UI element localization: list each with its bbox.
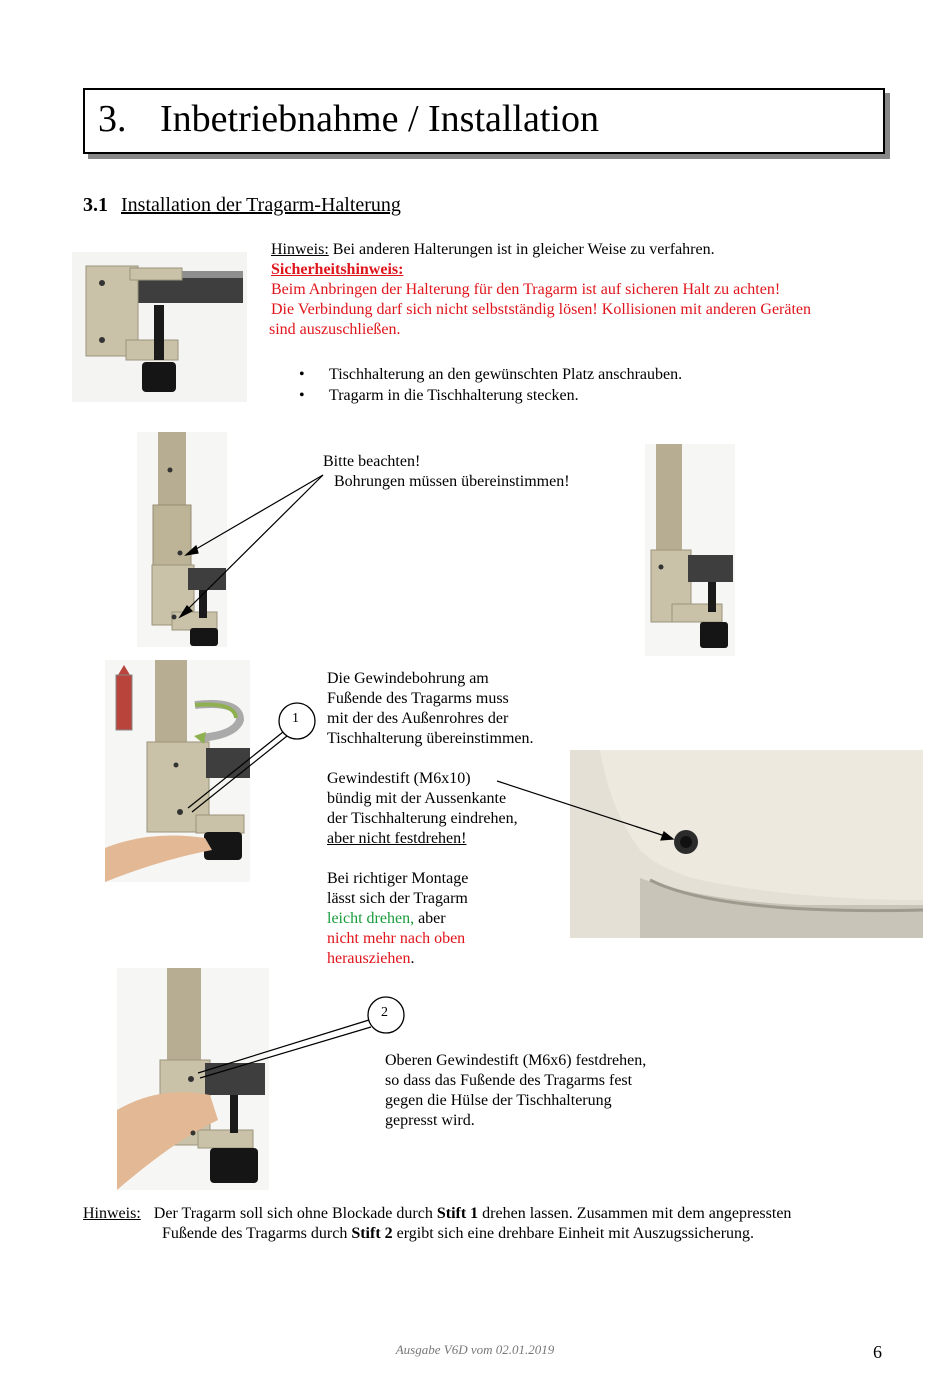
- setscrew-2-image: [117, 968, 269, 1190]
- final-hint: [83, 1204, 791, 1244]
- setscrew-note-line: Gewindestift (M6x10): [327, 770, 471, 787]
- arm-assembled-image: [645, 444, 735, 656]
- steps-list: [299, 365, 682, 406]
- step-item: • Tragarm in die Tischhalterung stecken.: [299, 387, 579, 404]
- safety-line-2: Die Verbindung darf sich nicht selbstständig lösen! Kollisionen mit anderen Geräten: [271, 301, 812, 318]
- page-number: 6: [873, 1342, 882, 1362]
- final-hint-text: Der Tragarm soll sich ohne Blockade durch: [153, 1205, 437, 1222]
- thread-note: [327, 669, 534, 749]
- holes-note: [323, 452, 570, 492]
- safety-line-1: Beim Anbringen der Halterung für den Tragarm ist auf sicheren Halt zu achten!: [271, 281, 781, 298]
- holes-note-line-2: Bohrungen müssen übereinstimmen!: [334, 473, 570, 490]
- footer-edition: Ausgabe V6D vom 02.01.2019: [395, 1342, 555, 1357]
- setscrew-note-line: bündig mit der Aussenkante: [327, 790, 507, 807]
- no-pull-out-text: herausziehen: [327, 950, 411, 967]
- correct-mount-note: [327, 869, 468, 969]
- hint-label: Hinweis:: [271, 241, 329, 258]
- chapter-number: 3.: [98, 98, 127, 140]
- setscrew-note: [327, 769, 518, 849]
- section-number: 3.1: [83, 194, 108, 216]
- correct-mount-line-3: [327, 909, 468, 929]
- upper-screw-line: so dass das Fußende des Tragarms fest: [385, 1072, 633, 1089]
- but-text: aber: [414, 910, 446, 927]
- setscrew-note-warning: aber nicht festdrehen!: [327, 830, 467, 847]
- setscrew-closeup-image: [570, 750, 923, 938]
- upper-screw-note: [385, 1051, 646, 1131]
- pin-2-label: Stift 2: [351, 1225, 393, 1242]
- step-text: Tischhalterung an den gewünschten Platz anschrauben.: [329, 366, 683, 383]
- no-pull-out-line-2: [327, 949, 468, 969]
- thread-note-line: Fußende des Tragarms muss: [327, 690, 509, 707]
- final-hint-text: ergibt sich eine drehbare Einheit mit Auszugssicherung.: [392, 1225, 755, 1242]
- final-hint-line-1: [83, 1204, 791, 1224]
- rotate-easily-text: leicht drehen,: [327, 910, 415, 927]
- pin-1-label: Stift 1: [436, 1205, 479, 1222]
- safety-line-3: sind auszuschließen.: [269, 321, 401, 338]
- safety-label: Sicherheitshinweis:: [271, 261, 404, 278]
- step-text: Tragarm in die Tischhalterung stecken.: [329, 387, 579, 404]
- hint-text: Bei anderen Halterungen ist in gleicher Weise zu verfahren.: [328, 241, 715, 258]
- thread-note-line: Die Gewindebohrung am: [327, 670, 489, 687]
- upper-screw-line: Oberen Gewindestift (M6x6) festdrehen,: [385, 1052, 647, 1069]
- final-hint-label: Hinweis:: [83, 1205, 141, 1222]
- marker-2-label: 2: [381, 1005, 388, 1020]
- step-item: • Tischhalterung an den gewünschten Platz anschrauben.: [299, 366, 683, 383]
- no-pull-out-line-1: nicht mehr nach oben: [327, 930, 466, 947]
- chapter-title: Inbetriebnahme / Installation: [160, 98, 599, 140]
- holes-note-line-1: Bitte beachten!: [323, 453, 421, 470]
- upper-screw-line: gegen die Hülse der Tischhalterung: [385, 1092, 612, 1109]
- final-hint-text: Fußende des Tragarms durch: [162, 1225, 352, 1242]
- period: .: [410, 950, 415, 967]
- intro-notes: [271, 240, 811, 340]
- setscrew-1-image: [105, 660, 250, 882]
- final-hint-line-2: [162, 1224, 791, 1244]
- final-hint-text: drehen lassen. Zusammen mit dem angepressten: [478, 1205, 792, 1222]
- section-title: Installation der Tragarm-Halterung: [121, 194, 401, 216]
- setscrew-note-line: der Tischhalterung eindrehen,: [327, 810, 518, 827]
- correct-mount-line-2: lässt sich der Tragarm: [327, 890, 468, 907]
- clamp-image-top: [72, 252, 247, 402]
- hint-line: [271, 240, 811, 260]
- upper-screw-line: gepresst wird.: [385, 1112, 475, 1129]
- thread-note-line: Tischhalterung übereinstimmen.: [327, 730, 534, 747]
- marker-1-label: 1: [292, 711, 299, 726]
- thread-note-line: mit der des Außenrohres der: [327, 710, 509, 727]
- correct-mount-line-1: Bei richtiger Montage: [327, 870, 469, 887]
